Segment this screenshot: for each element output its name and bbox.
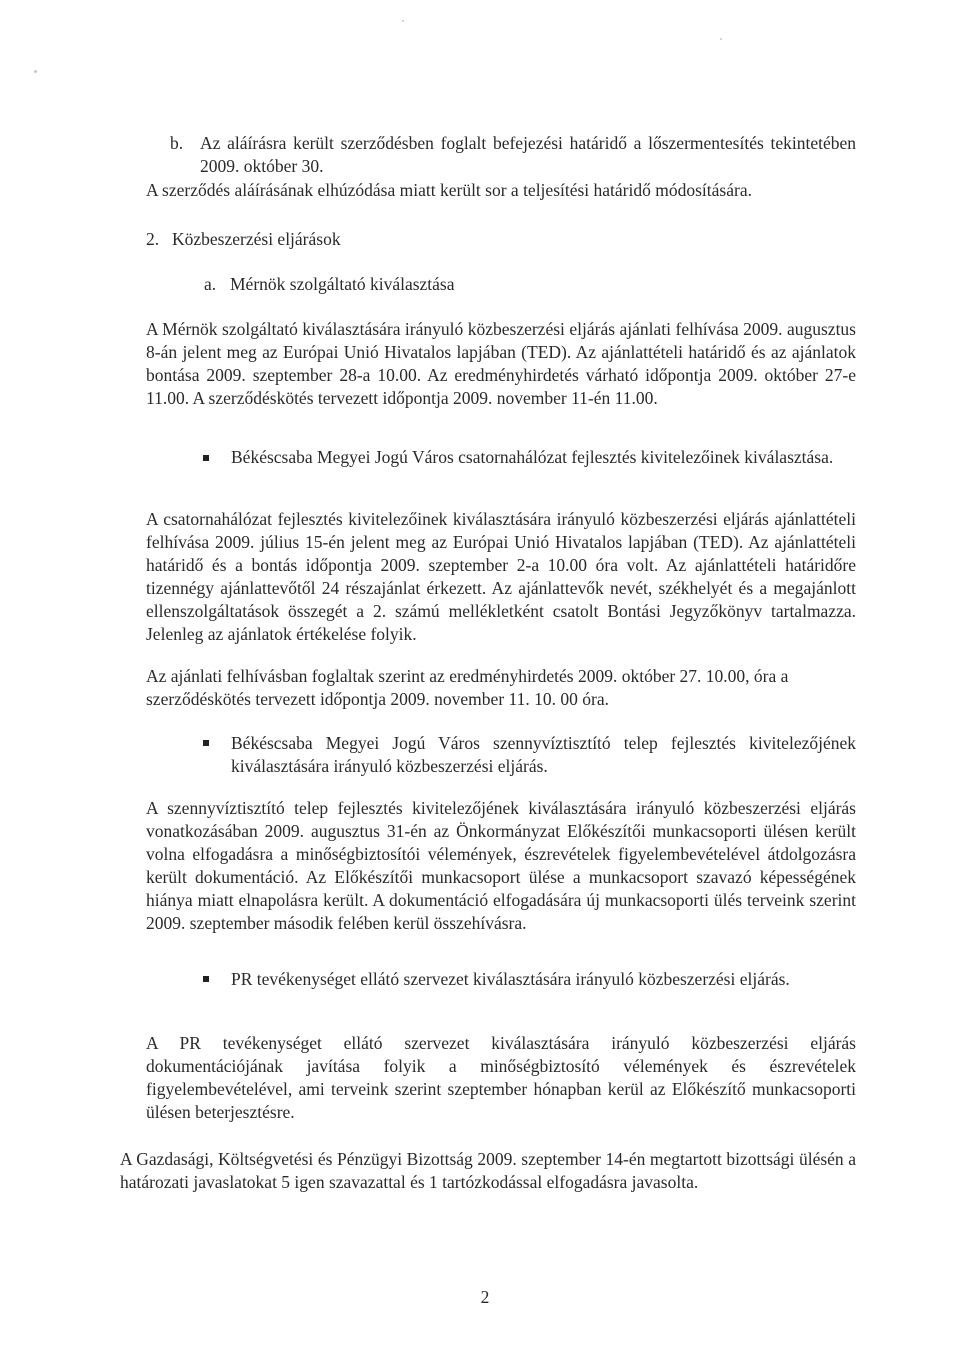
paragraph-pr: A PR tevékenységet ellátó szervezet kiválasztására irányuló közbeszerzési eljárás dokumentációjának javítása folyik a minőségbiztosító vélemények és észrevételek figyelembevételével, ami terveink szerint szeptember hónapban kerül az Előkészítő munkacsoporti ülésen beterjesztésre. [146,1033,856,1122]
bullet-marker [203,455,209,461]
bullet-szennyviztisztito: Békéscsaba Megyei Jogú Város szennyvíztisztító telep fejlesztés kivitelezőjének kiválasztására irányuló közbeszerzési eljárás. [231,733,856,776]
section-2-title: Közbeszerzési eljárások [172,229,341,249]
section-a-title: Mérnök szolgáltató kiválasztása [230,274,455,294]
section-b-text: Az aláírásra került szerződésben foglalt befejezési határidő a lőszermentesítés tekintetében 2009. október 30. [200,133,856,176]
paragraph-csatornahalozat: A csatornahálózat fejlesztés kivitelezőinek kiválasztására irányuló közbeszerzési eljárás ajánlattételi felhívása 2009. július 15-én jelent meg az Európai Unió Hivatalos lapjában (TED). Az ajánlattételi határidő és a bontás időpontja 2009. szeptember 2-a 10.00 óra volt. Az ajánlattételi határidőre tizennégy ajánlattevőtől 24 részajánlat érkezett. Az ajánlattevők nevét, székhelyét és a megajánlott ellenszolgáltatások összegét a 2. számú mellékletként csatolt Bontási Jegyzőkönyv tartalmazza. Jelenleg az ajánlatok értékelése folyik. [146,509,856,644]
scan-speck [720,38,722,40]
bullet-marker [203,976,209,982]
bullet-pr: PR tevékenységet ellátó szervezet kiválasztására irányuló közbeszerzési eljárás. [231,969,790,989]
section-2-marker: 2. [146,229,160,249]
scan-speck [34,70,37,73]
paragraph-mernok: A Mérnök szolgáltató kiválasztására irányuló közbeszerzési eljárás ajánlati felhívása 2009. augusztus 8-án jelent meg az Európai Unió Hivatalos lapjában (TED). Az ajánlattételi határidő és az ajánlatok bontása 2009. szeptember 28-a 10.00. Az eredményhirdetés várható időpontja 2009. október 27-e 11.00. A szerződéskötés tervezett időpontja 2009. november 11-én 11.00. [146,319,856,408]
bullet-csatornahalozat: Békéscsaba Megyei Jogú Város csatornahálózat fejlesztés kivitelezőinek kiválasztása. [231,447,834,467]
paragraph-bizottsag: A Gazdasági, Költségvetési és Pénzügyi Bizottság 2009. szeptember 14-én megtartott bizottsági ülésén a határozati javaslatokat 5 igen szavazattal és 1 tartózkodással elfogadásra javasolta. [120,1149,856,1192]
scan-speck [402,20,404,22]
section-b-text-2: A szerződés aláírásának elhúzódása miatt került sor a teljesítési határidő módosítására. [146,180,752,200]
paragraph-eredmenyhirdetes: Az ajánlati felhívásban foglaltak szerint az eredményhirdetés 2009. október 27. 10.00, óra a szerződéskötés tervezett időpontja 2009. november 11. 10. 00 óra. [146,666,789,709]
section-b-marker: b. [170,133,184,153]
section-a-marker: a. [204,274,217,294]
page-number: 2 [480,1287,490,1307]
bullet-marker [203,740,209,746]
paragraph-szennyviztisztito: A szennyvíztisztító telep fejlesztés kivitelezőjének kiválasztására irányuló közbeszerzési eljárás vonatkozásában 2009. augusztus 31-én az Önkormányzat Előkészítői munkacsoporti ülésen került volna elfogadásra a minőségbiztosítói vélemények, észrevételek figyelembevételével átdolgozásra került dokumentáció. Az Előkészítői munkacsoport ülése a munkacsoport szavazó képességének hiánya miatt elnapolásra került. A dokumentáció elfogadására új munkacsoporti ülés terveink szerint 2009. szeptember második felében kerül összehívásra. [146,798,856,933]
section-b [170,132,856,178]
